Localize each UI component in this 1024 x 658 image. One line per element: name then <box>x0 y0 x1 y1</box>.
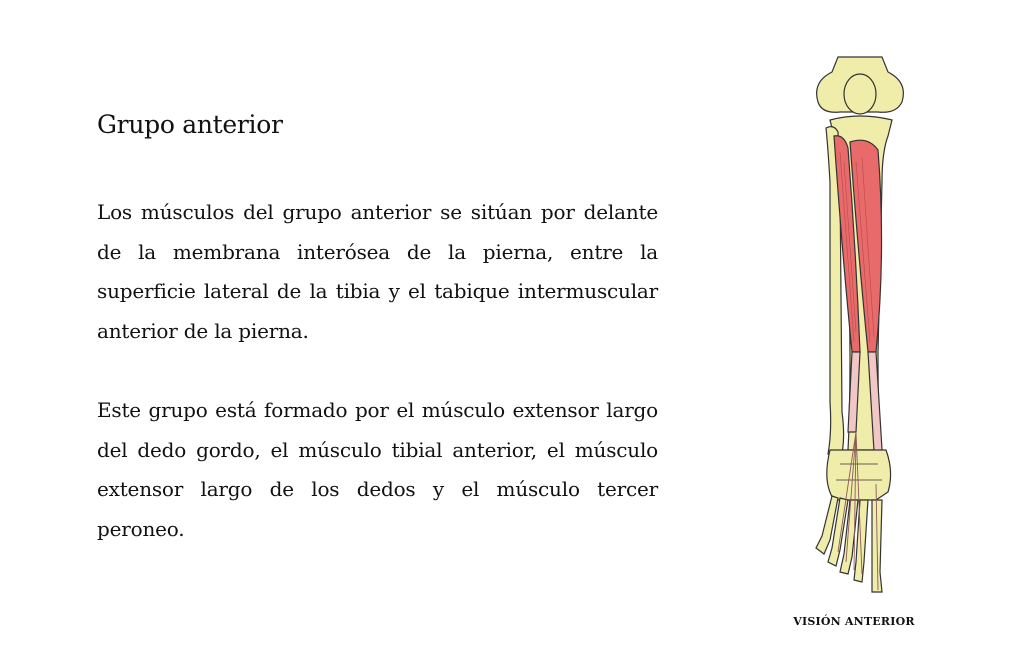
patella <box>844 74 876 114</box>
paragraph-composition: Este grupo está formado por el músculo extensor largo del dedo gordo, el músculo tibial anterior, el músculo extensor largo de los dedos y el músculo tercer peroneo. <box>97 398 658 541</box>
leg-anterior-muscles-illustration <box>790 52 930 602</box>
paragraph-location: Los músculos del grupo anterior se sitúan por delante de la membrana interósea de la pierna, entre la superficie lateral de la tibia y el tabique intermuscular anterior de la pierna. <box>97 200 658 343</box>
section-title: Grupo anterior <box>97 110 283 139</box>
figure-caption: VISIÓN ANTERIOR <box>793 615 915 628</box>
